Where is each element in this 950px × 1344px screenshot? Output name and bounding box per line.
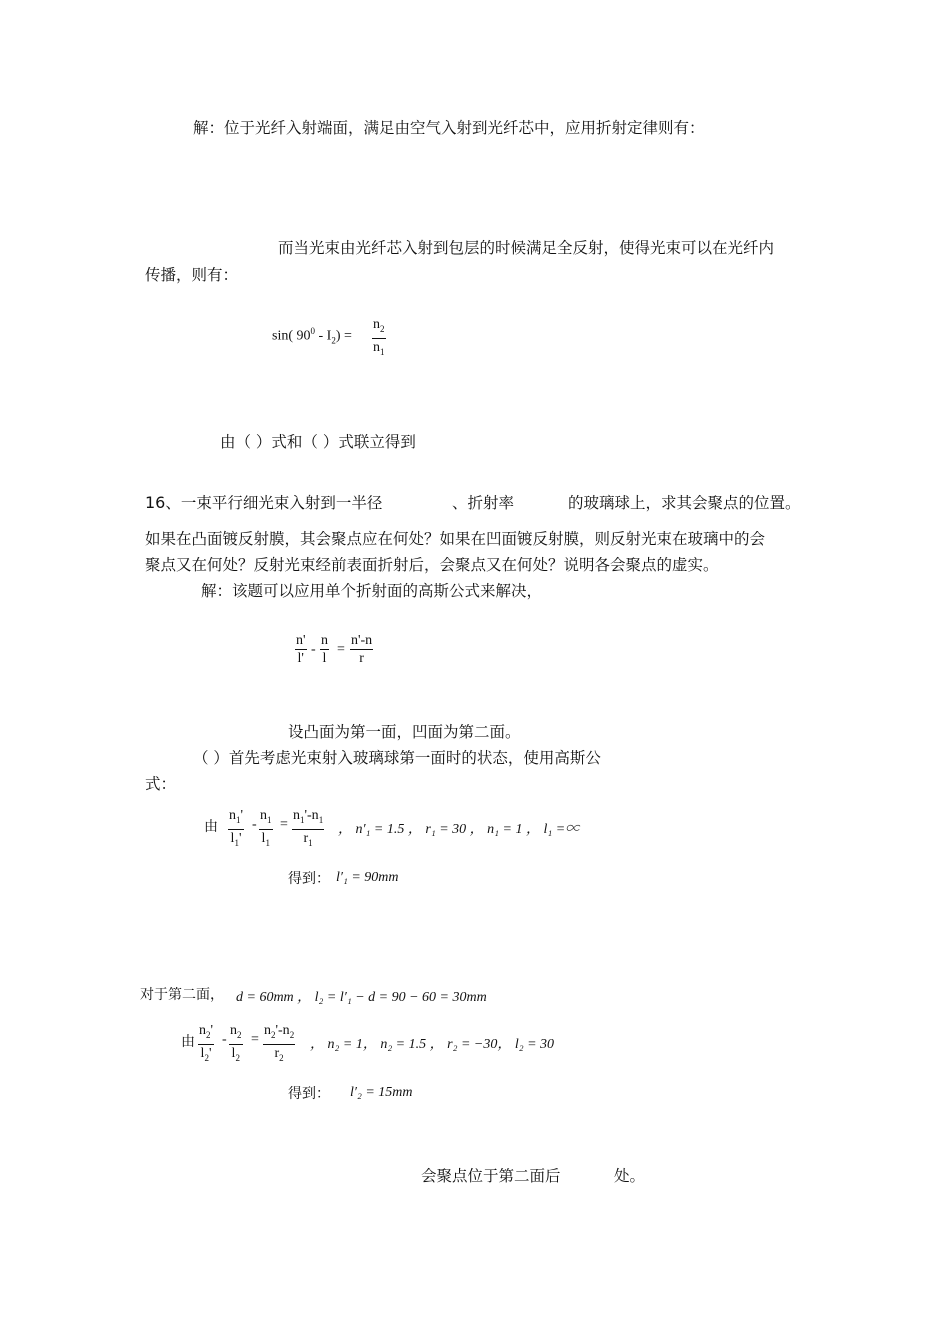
- gauss-den-2: l: [320, 649, 329, 667]
- step-1-line-a: （ ）首先考虑光束射入玻璃球第一面时的状态，使用高斯公: [193, 749, 601, 767]
- problem-number: 16: [145, 493, 166, 512]
- gauss-den-1: l': [295, 649, 307, 667]
- s1-params: ， n′₁ = 1.5 ， r₁ = 30 ， n₁ = 1 ， l₁ =∝: [338, 822, 580, 837]
- sin-equation-left: [272, 326, 352, 345]
- num-n: n: [373, 317, 380, 332]
- s1-den-3: $r_1$: [292, 829, 324, 852]
- gauss-equals: =: [337, 642, 345, 657]
- s2-frac-1: [198, 1022, 214, 1067]
- combine-line: 由（ ）式和（ ）式联立得到: [220, 433, 416, 451]
- sin-eq-text-b: - I: [315, 328, 332, 344]
- den-sub: 1: [380, 346, 385, 357]
- s2-frac-2: [229, 1022, 243, 1067]
- problem-16-line-1: [145, 493, 382, 513]
- step-1-line-b: 式：: [145, 775, 177, 793]
- s2-num-3: $n_2'-n_2$: [264, 1023, 295, 1040]
- sin-eq-text-a: sin( 90: [272, 328, 311, 344]
- fraction-denominator: [372, 338, 386, 361]
- fraction-numerator: [372, 316, 386, 338]
- s1-equals: =: [280, 817, 288, 832]
- s2-num-2: $n_2$: [230, 1023, 242, 1040]
- s2-result: l′₂ = 15mm: [350, 1085, 413, 1100]
- conclusion-a: 会聚点位于第二面后: [421, 1167, 561, 1185]
- s1-num-2: $n_1$: [260, 808, 272, 825]
- solution-line-3: 传播，则有：: [145, 266, 239, 284]
- s1-den-1: $l_1'$: [228, 829, 244, 852]
- problem-16-solution-line-1: 解：该题可以应用单个折射面的高斯公式来解决，: [201, 582, 543, 600]
- solution-line-1: 解：位于光纤入射端面，满足由空气入射到光纤芯中，应用折射定律则有：: [193, 119, 705, 137]
- sin-equation-fraction: [372, 316, 386, 361]
- s1-frac-1: [228, 807, 244, 852]
- s2-minus: -: [222, 1032, 227, 1047]
- gauss-frac-2: [320, 632, 329, 667]
- s2-den-2: $l_2$: [229, 1044, 243, 1067]
- conclusion-b: 处。: [614, 1167, 646, 1185]
- problem-16-line-2: 如果在凸面镀反射膜，其会聚点应在何处？如果在凹面镀反射膜，则反射光束在玻璃中的会: [145, 530, 766, 548]
- s2-den-1: $l_2'$: [198, 1044, 214, 1067]
- s1-num-3: $n_1'-n_1$: [293, 808, 324, 825]
- result-label-2: 得到：: [288, 1086, 330, 1102]
- gauss-num-1: n': [296, 633, 306, 648]
- gauss-num-3: n'-n: [351, 633, 373, 648]
- problem-16-line-1-b: 、折射率: [452, 494, 515, 512]
- gauss-den-3: r: [350, 649, 373, 667]
- num-sub: 2: [380, 323, 385, 334]
- sin-eq-sup: 0: [310, 326, 315, 336]
- gauss-frac-1: [295, 632, 307, 667]
- sin-eq-sub: 2: [331, 335, 336, 346]
- gauss-num-2: n: [321, 633, 328, 648]
- by-label-1: 由: [204, 819, 218, 835]
- sin-eq-text-c: ) =: [335, 328, 352, 344]
- s1-frac-2: [259, 807, 273, 852]
- second-surface-expr: d = 60mm ， l₂ = l′₁ − d = 90 − 60 = 30mm: [236, 990, 487, 1005]
- surface-definition: 设凸面为第一面，凹面为第二面。: [288, 723, 521, 741]
- problem-text-a: 、一束平行细光束入射到一半径: [165, 494, 383, 512]
- s2-num-1: $n_2'$: [199, 1023, 214, 1040]
- s1-den-2: $l_1$: [259, 829, 273, 852]
- problem-16-line-3: 聚点又在何处？反射光束经前表面折射后，会聚点又在何处？说明各会聚点的虚实。: [145, 556, 719, 574]
- s2-den-3: $r_2$: [263, 1044, 295, 1067]
- by-label-2: 由: [181, 1034, 195, 1050]
- s1-result: l′₁ = 90mm: [336, 870, 399, 885]
- second-surface-label: 对于第二面，: [140, 987, 224, 1003]
- gauss-frac-3: [350, 632, 373, 667]
- gauss-minus: -: [311, 642, 316, 657]
- s1-num-1: $n_1'$: [229, 808, 244, 825]
- s2-params: ， n₂ = 1， n₂ = 1.5 ， r₂ = −30， l₂ = 30: [310, 1037, 555, 1052]
- s1-minus: -: [252, 817, 257, 832]
- solution-line-2: 而当光束由光纤芯入射到包层的时候满足全反射，使得光束可以在光纤内: [278, 239, 775, 257]
- result-label-1: 得到：: [288, 871, 330, 887]
- s2-equals: =: [251, 1032, 259, 1047]
- problem-16-line-1-c: 的玻璃球上，求其会聚点的位置。: [568, 494, 801, 512]
- s2-frac-3: [263, 1022, 295, 1067]
- den-n: n: [373, 339, 380, 355]
- s1-frac-3: [292, 807, 324, 852]
